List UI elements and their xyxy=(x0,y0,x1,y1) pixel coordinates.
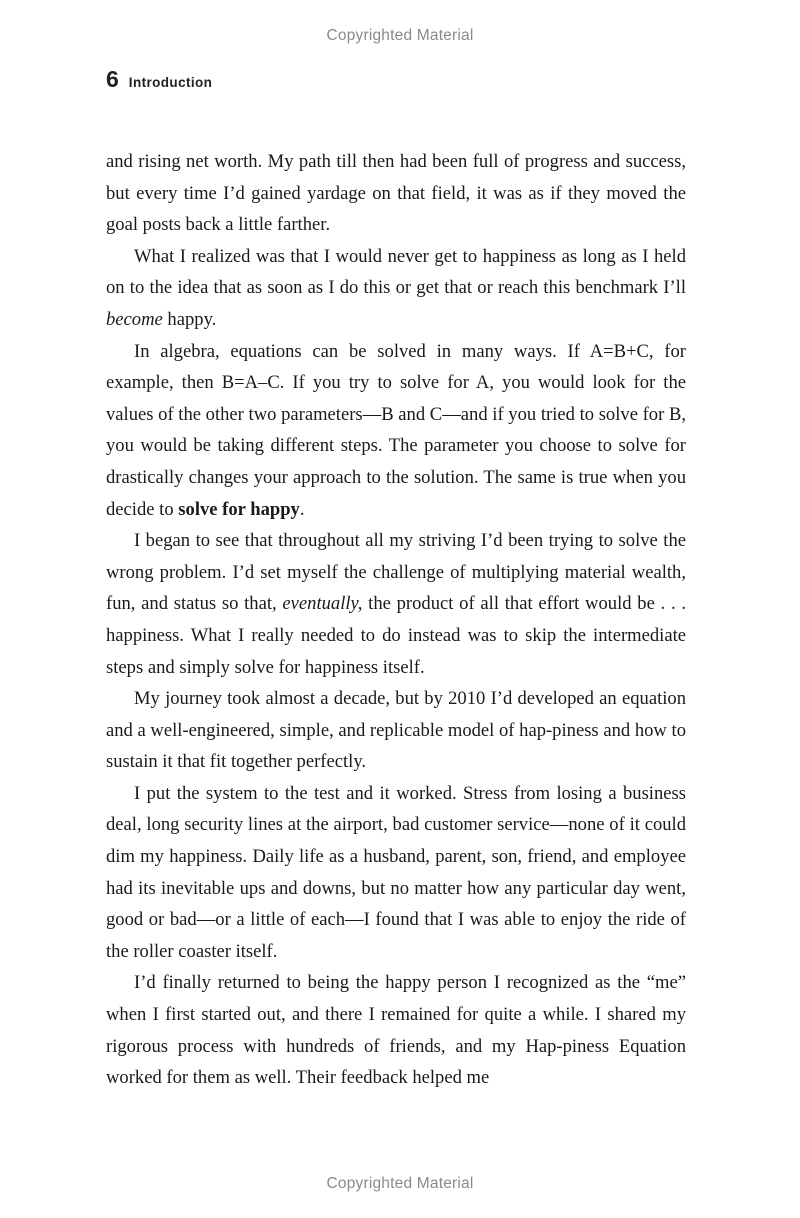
paragraph-3 xyxy=(106,336,686,526)
page-number: 6 xyxy=(106,66,119,92)
paragraph-4-text-a: I began to see that throughout all my striving I’d been trying to solve the wrong problem. I’d set myself the challenge of multiplying material wealth, fun, and status so that, xyxy=(106,530,686,615)
body-text xyxy=(106,146,686,1094)
bold-solve-for-happy: solve for happy xyxy=(178,498,300,520)
paragraph-3-text-b: . xyxy=(299,498,305,520)
paragraph-2-text-b: happy. xyxy=(162,308,217,330)
paragraph-6: I put the system to the test and it worked. Stress from losing a business deal, long security lines at the airport, bad customer service—none of it could dim my happiness. Daily life as a husband, parent, son, friend, and employee had its inevitable ups and downs, but no matter how any particular day went, good or bad—or a little of each—I found that I was able to enjoy the ride of the roller coaster itself. xyxy=(106,782,686,962)
running-head xyxy=(106,66,212,93)
paragraph-4 xyxy=(106,525,686,683)
paragraph-2-text-a: What I realized was that I would never get to happiness as long as I held on to the idea that as soon as I do this or get that or reach this benchmark I’ll xyxy=(106,245,686,299)
paragraph-1: and rising net worth. My path till then had been full of progress and success, but every time I’d gained yardage on that field, it was as if they moved the goal posts back a little farther. xyxy=(106,151,686,236)
paragraph-7: I’d finally returned to being the happy person I recognized as the “me” when I first started out, and there I remained for quite a while. I shared my rigorous process with hundreds of friends, and my Hap-piness Equation worked for them as well. Their feedback helped me xyxy=(106,972,686,1089)
copyright-watermark-bottom: Copyrighted Material xyxy=(326,1175,474,1192)
emphasis-become: become xyxy=(106,308,163,330)
paragraph-4-text-b: the product of all that effort would be . . . happiness. What I really needed to do instead was to skip the intermediate steps and simply solve for happiness itself. xyxy=(106,593,686,678)
paragraph-3-text-a: In algebra, equations can be solved in many ways. If A=B+C, for example, then B=A–C. If you try to solve for A, you would look for the values of the other two parameters—B and C—and if you tried to solve for B, you would be taking different steps. The parameter you choose to solve for drastically changes your approach to the solution. The same is true when you decide to xyxy=(106,340,686,520)
paragraph-5: My journey took almost a decade, but by 2010 I’d developed an equation and a well-engineered, simple, and replicable model of hap-piness and how to sustain it that fit together perfectly. xyxy=(106,688,686,773)
paragraph-2 xyxy=(106,241,686,336)
copyright-watermark-top: Copyrighted Material xyxy=(326,27,474,44)
emphasis-eventually: eventually, xyxy=(282,593,363,615)
section-title: Introduction xyxy=(128,75,213,90)
